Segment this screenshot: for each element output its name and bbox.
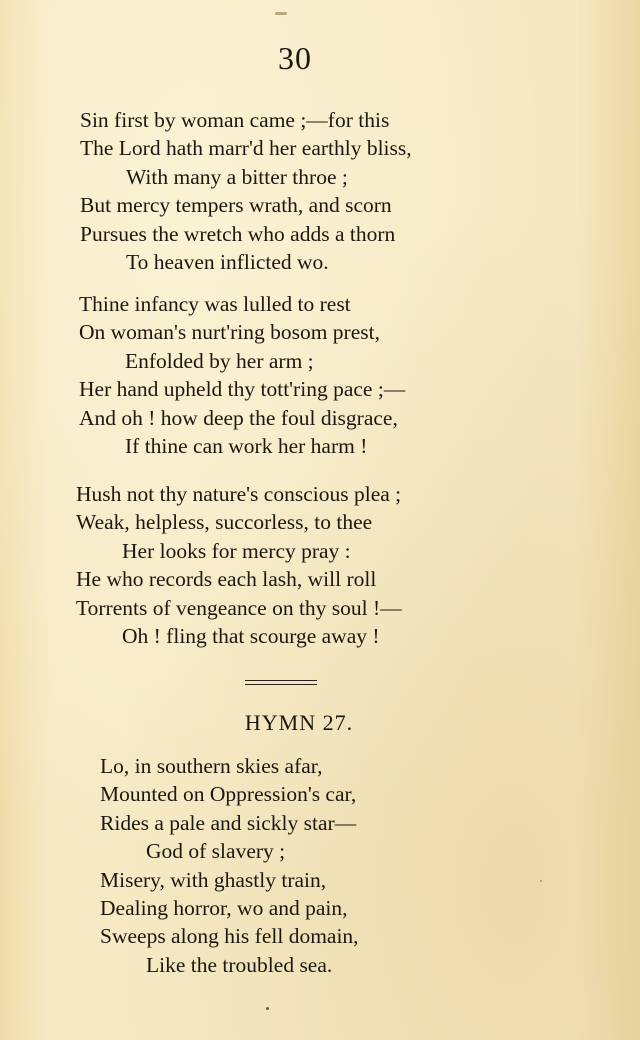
poem-line: Rides a pale and sickly star— — [100, 810, 357, 835]
poem-line: Dealing horror, wo and pain, — [100, 896, 348, 921]
paper-speck — [266, 1007, 269, 1010]
poem-line: The Lord hath marr'd her earthly bliss, — [80, 136, 412, 161]
poem-line: And oh ! how deep the foul disgrace, — [79, 405, 398, 430]
poem-line: Pursues the wretch who adds a thorn — [80, 221, 396, 246]
poem-line: Her looks for mercy pray : — [122, 538, 351, 563]
hymn-title: HYMN 27. — [244, 710, 354, 735]
poem-line: Thine infancy was lulled to rest — [79, 292, 351, 316]
poem-line: Mounted on Oppression's car, — [100, 782, 357, 807]
poem-line: Torrents of vengeance on thy soul !— — [76, 595, 402, 620]
poem-line: Sin first by woman came ;—for this — [80, 108, 390, 132]
stanza-2 — [79, 290, 405, 460]
poem-line: Hush not thy nature's conscious plea ; — [76, 482, 402, 506]
poem-line: If thine can work her harm ! — [125, 434, 368, 459]
stanza-3 — [76, 480, 402, 650]
poem-line: He who records each lash, will roll — [76, 567, 377, 592]
section-divider — [245, 680, 317, 685]
page-number: 30 — [278, 40, 312, 76]
poem-line: Enfolded by her arm ; — [125, 348, 314, 373]
paper-speck — [540, 880, 542, 882]
poem-line: To heaven inflicted wo. — [126, 250, 329, 275]
hymn-stanza — [100, 752, 359, 979]
poem-line: On woman's nurt'ring bosom prest, — [79, 320, 380, 345]
poem-line: Like the troubled sea. — [146, 952, 333, 977]
poem-line: Her hand upheld thy tott'ring pace ;— — [79, 377, 406, 402]
poem-line: Sweeps along his fell domain, — [100, 924, 359, 949]
poem-line: God of slavery ; — [146, 839, 286, 864]
poem-line: Lo, in southern skies afar, — [100, 754, 323, 778]
poem-line: But mercy tempers wrath, and scorn — [80, 193, 392, 218]
poem-line: Misery, with ghastly train, — [100, 867, 327, 892]
poem-line: Oh ! fling that scourge away ! — [122, 624, 380, 649]
printing-mark — [275, 12, 287, 15]
stanza-1 — [80, 106, 412, 276]
poem-line: Weak, helpless, succorless, to thee — [76, 510, 373, 535]
poem-line: With many a bitter throe ; — [126, 164, 348, 189]
